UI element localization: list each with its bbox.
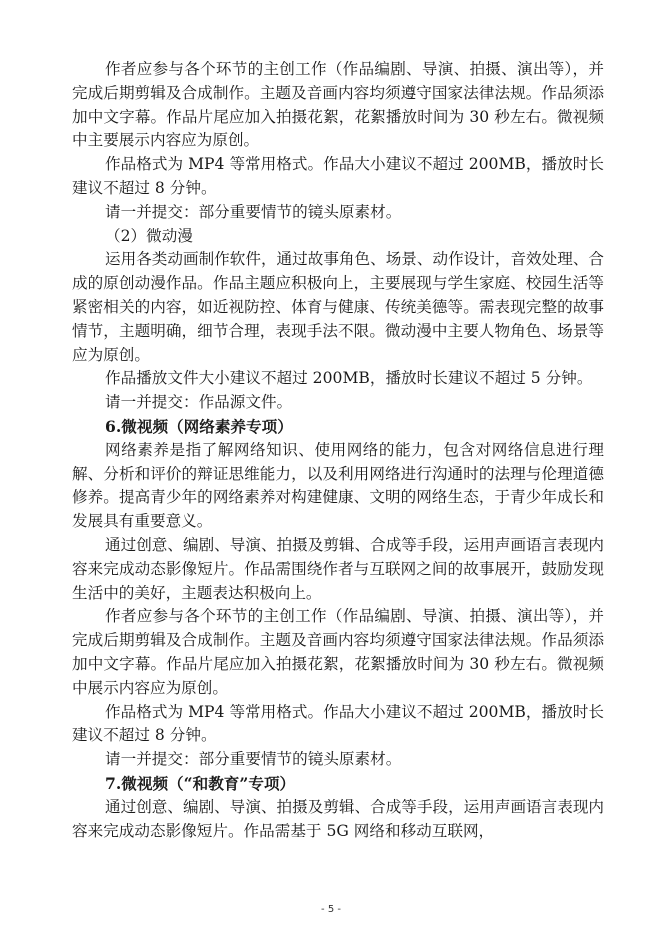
paragraph: 网络素养是指了解网络知识、使用网络的能力，包含对网络信息进行理解、分析和评价的辩证思维能力，以及利用网络进行沟通时的法理与伦理道德修养。提高青少年的网络素养对构建健康、文明的网络生态，于青少年成长和发展具有重要意义。 <box>72 440 604 531</box>
section-heading: 7.微视频（“和教育”专项） <box>105 773 296 793</box>
paragraph: 通过创意、编剧、导演、拍摄及剪辑、合成等手段，运用声画语言表现内容来完成动态影像短片。作品需围绕作者与互联网之间的故事展开，鼓励发现生活中的美好，主题表达积极向上。 <box>72 535 605 602</box>
paragraph: 作者应参与各个环节的主创工作（作品编剧、导演、拍摄、演出等），并完成后期剪辑及合成制作。主题及音画内容均须遵守国家法律法规。作品须添加中文字幕。作品片尾应加入拍摄花絮，花絮播放时间为 30 秒左右。微视频中展示内容应为原创。 <box>72 607 604 697</box>
paragraph: 通过创意、编剧、导演、拍摄及剪辑、合成等手段，运用声画语言表现内容来完成动态影像短片。作品需基于 5G 网络和移动互联网， <box>72 797 605 840</box>
paragraph: 作品播放文件大小建议不超过 200MB，播放时长建议不超过 5 分钟。 <box>105 369 593 388</box>
paragraph: 运用各类动画制作软件，通过故事角色、场景、动作设计，音效处理、合成的原创动漫作品。作品主题应积极向上，主要展现与学生家庭、校园生活等紧密相关的内容，如近视防控、体育与健康、传统美德等。需表现完整的故事情节，主题明确，细节合理，表现手法不限。微动漫中主要人物角色、场景等应为原创。 <box>72 250 605 364</box>
section-heading: 6.微视频（网络素养专项） <box>105 416 293 436</box>
paragraph: 请一并提交：部分重要情节的镜头原素材。 <box>105 202 402 221</box>
page-number: - 5 - <box>321 904 341 915</box>
document-page <box>72 58 604 843</box>
paragraph: 请一并提交：部分重要情节的镜头原素材。 <box>105 750 402 769</box>
paragraph: 请一并提交：作品源文件。 <box>105 393 293 412</box>
paragraph: 作品格式为 MP4 等常用格式。作品大小建议不超过 200MB，播放时长建议不超过 8 分钟。 <box>72 702 604 745</box>
paragraph: 作品格式为 MP4 等常用格式。作品大小建议不超过 200MB，播放时长建议不超过 8 分钟。 <box>72 155 604 197</box>
subsection-heading: （2）微动漫 <box>105 226 193 245</box>
paragraph: 作者应参与各个环节的主创工作（作品编剧、导演、拍摄、演出等），并完成后期剪辑及合成制作。主题及音画内容均须遵守国家法律法规。作品须添加中文字幕。作品片尾应加入拍摄花絮，花絮播放时间为 30 秒左右。微视频中主要展示内容应为原创。 <box>72 60 604 150</box>
